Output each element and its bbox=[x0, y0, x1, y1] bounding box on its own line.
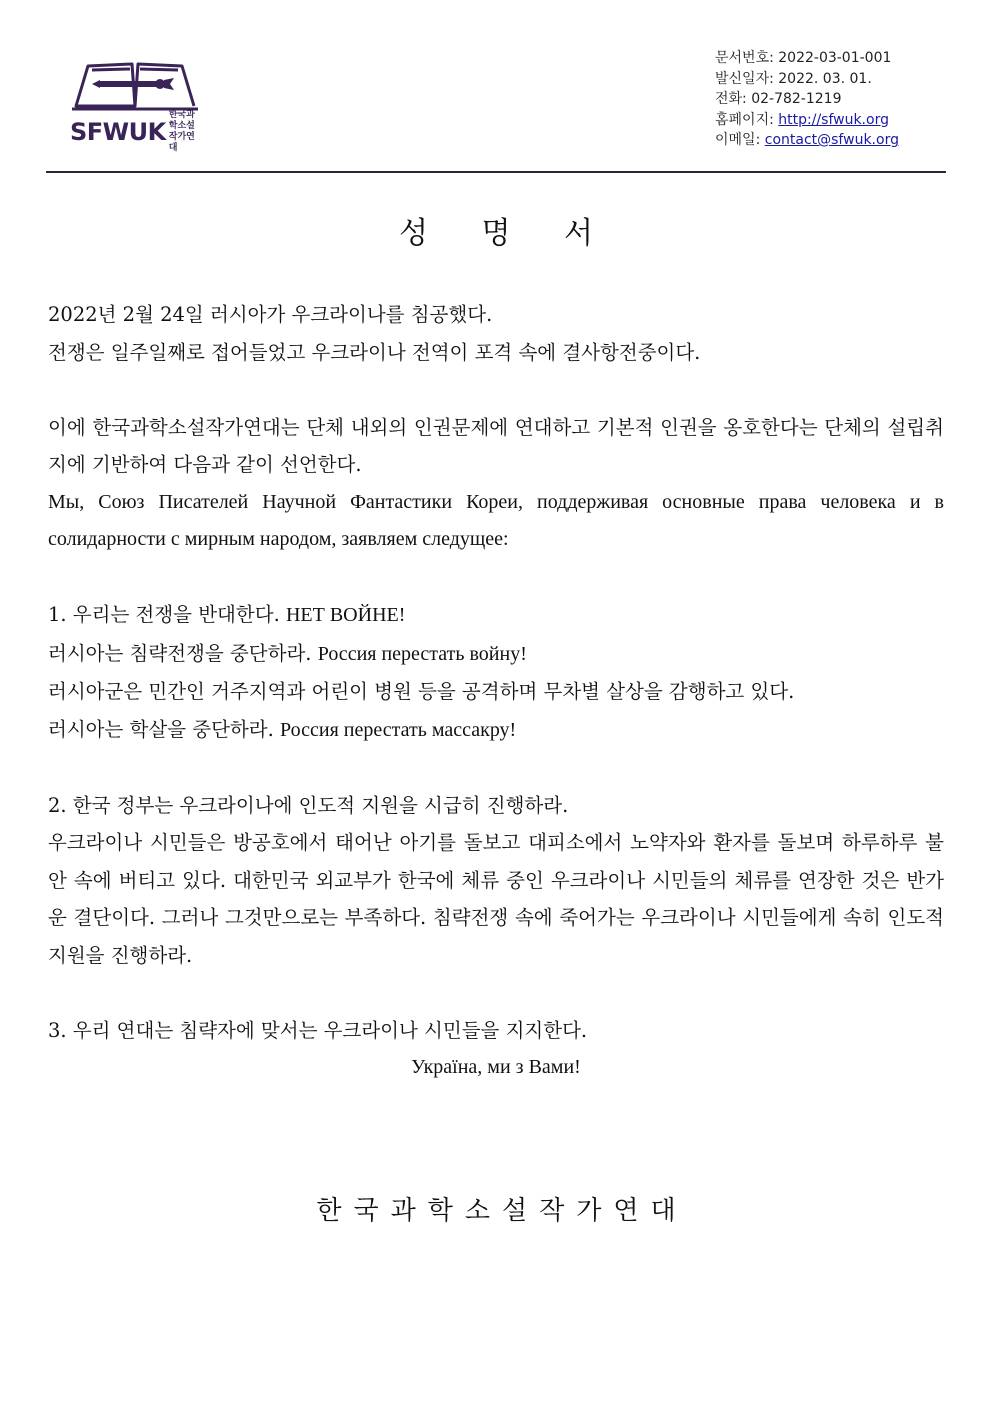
point-1-heading bbox=[48, 596, 944, 635]
email-link[interactable]: contact@sfwuk.org bbox=[764, 132, 899, 148]
email-label: 이메일: bbox=[715, 132, 765, 148]
logo-text-ko bbox=[169, 110, 200, 154]
book-pencil-rocket-logo-icon bbox=[70, 52, 200, 112]
signature: 한국과학소설작가연대 bbox=[316, 1196, 688, 1226]
declaration-ru: Мы, Союз Писателей Научной Фантастики Кореи, поддерживая основные права человека и в солидарности с мирным народом, заявляем следущее: bbox=[48, 490, 944, 550]
point-1-heading-ko: 1. 우리는 전쟁을 반대한다. bbox=[48, 603, 286, 626]
document-meta bbox=[715, 48, 899, 151]
declaration-ko: 이에 한국과학소설작가연대는 단체 내외의 인권문제에 연대하고 기본적 인권을 옹호한다는 단체의 설립취지에 기반하여 다음과 같이 선언한다. bbox=[48, 415, 944, 476]
point-1-line-2-ko: 러시아는 침략전쟁을 중단하라. bbox=[48, 641, 318, 665]
homepage-label: 홈페이지: bbox=[715, 111, 779, 128]
header-divider bbox=[46, 171, 946, 173]
point-2-heading: 2. 한국 정부는 우크라이나에 인도적 지원을 시급히 진행하라. bbox=[48, 793, 569, 817]
sfwuk-logo bbox=[70, 52, 200, 153]
page-title: 성 명 서 bbox=[398, 216, 615, 251]
homepage-link[interactable]: http://sfwuk.org bbox=[778, 111, 889, 128]
point-1-line-4 bbox=[48, 711, 944, 750]
phone: 전화: 02-782-1219 bbox=[715, 91, 842, 107]
point-1-line-2 bbox=[48, 635, 944, 674]
statement-body bbox=[48, 296, 944, 1087]
point-3-ukrainian: Україна, ми з Вами! bbox=[411, 1056, 581, 1078]
point-1-line-2-ru: Россия перестать войну! bbox=[317, 642, 527, 665]
send-date: 발신일자: 2022. 03. 01. bbox=[715, 70, 872, 87]
email-row bbox=[715, 130, 899, 151]
logo-text-ko-line2: 작가연대 bbox=[168, 132, 195, 153]
point-2-body: 우크라이나 시민들은 방공호에서 태어난 아기를 돌보고 대피소에서 노약자와 환자를 돌보며 하루하루 불안 속에 버티고 있다. 대한민국 외교부가 한국에 체류 중인 우크라이나 시민들의 체류를 연장한 것은 반가운 결단이다. 그러나 그것만으로는 부족하다. 침략전쟁 속에 죽어가는 우크라이나 시민들에게 속히 인도적 지원을 진행하라. bbox=[48, 831, 944, 967]
point-1-line-4-ko: 러시아는 학살을 중단하라. bbox=[48, 717, 281, 741]
point-1-line-3: 러시아군은 민간인 거주지역과 어린이 병원 등을 공격하며 무차별 살상을 감행하고 있다. bbox=[48, 680, 795, 703]
homepage-row bbox=[715, 110, 899, 131]
point-1-line-4-ru: Россия перестать массакру! bbox=[280, 718, 517, 741]
intro-line-2: 전쟁은 일주일째로 접어들었고 우크라이나 전역이 포격 속에 결사항전중이다. bbox=[48, 340, 701, 364]
logo-text-en: SFWUK bbox=[70, 118, 166, 146]
intro-line-1: 2022년 2월 24일 러시아가 우크라이나를 침공했다. bbox=[48, 303, 493, 326]
point-3-heading: 3. 우리 연대는 침략자에 맞서는 우크라이나 시민들을 지지한다. bbox=[48, 1018, 588, 1042]
logo-text-ko-line1: 한국과학소설 bbox=[168, 110, 195, 131]
point-1-heading-ru: НЕТ ВОЙНЕ! bbox=[285, 604, 406, 626]
doc-number: 문서번호: 2022-03-01-001 bbox=[715, 50, 892, 66]
